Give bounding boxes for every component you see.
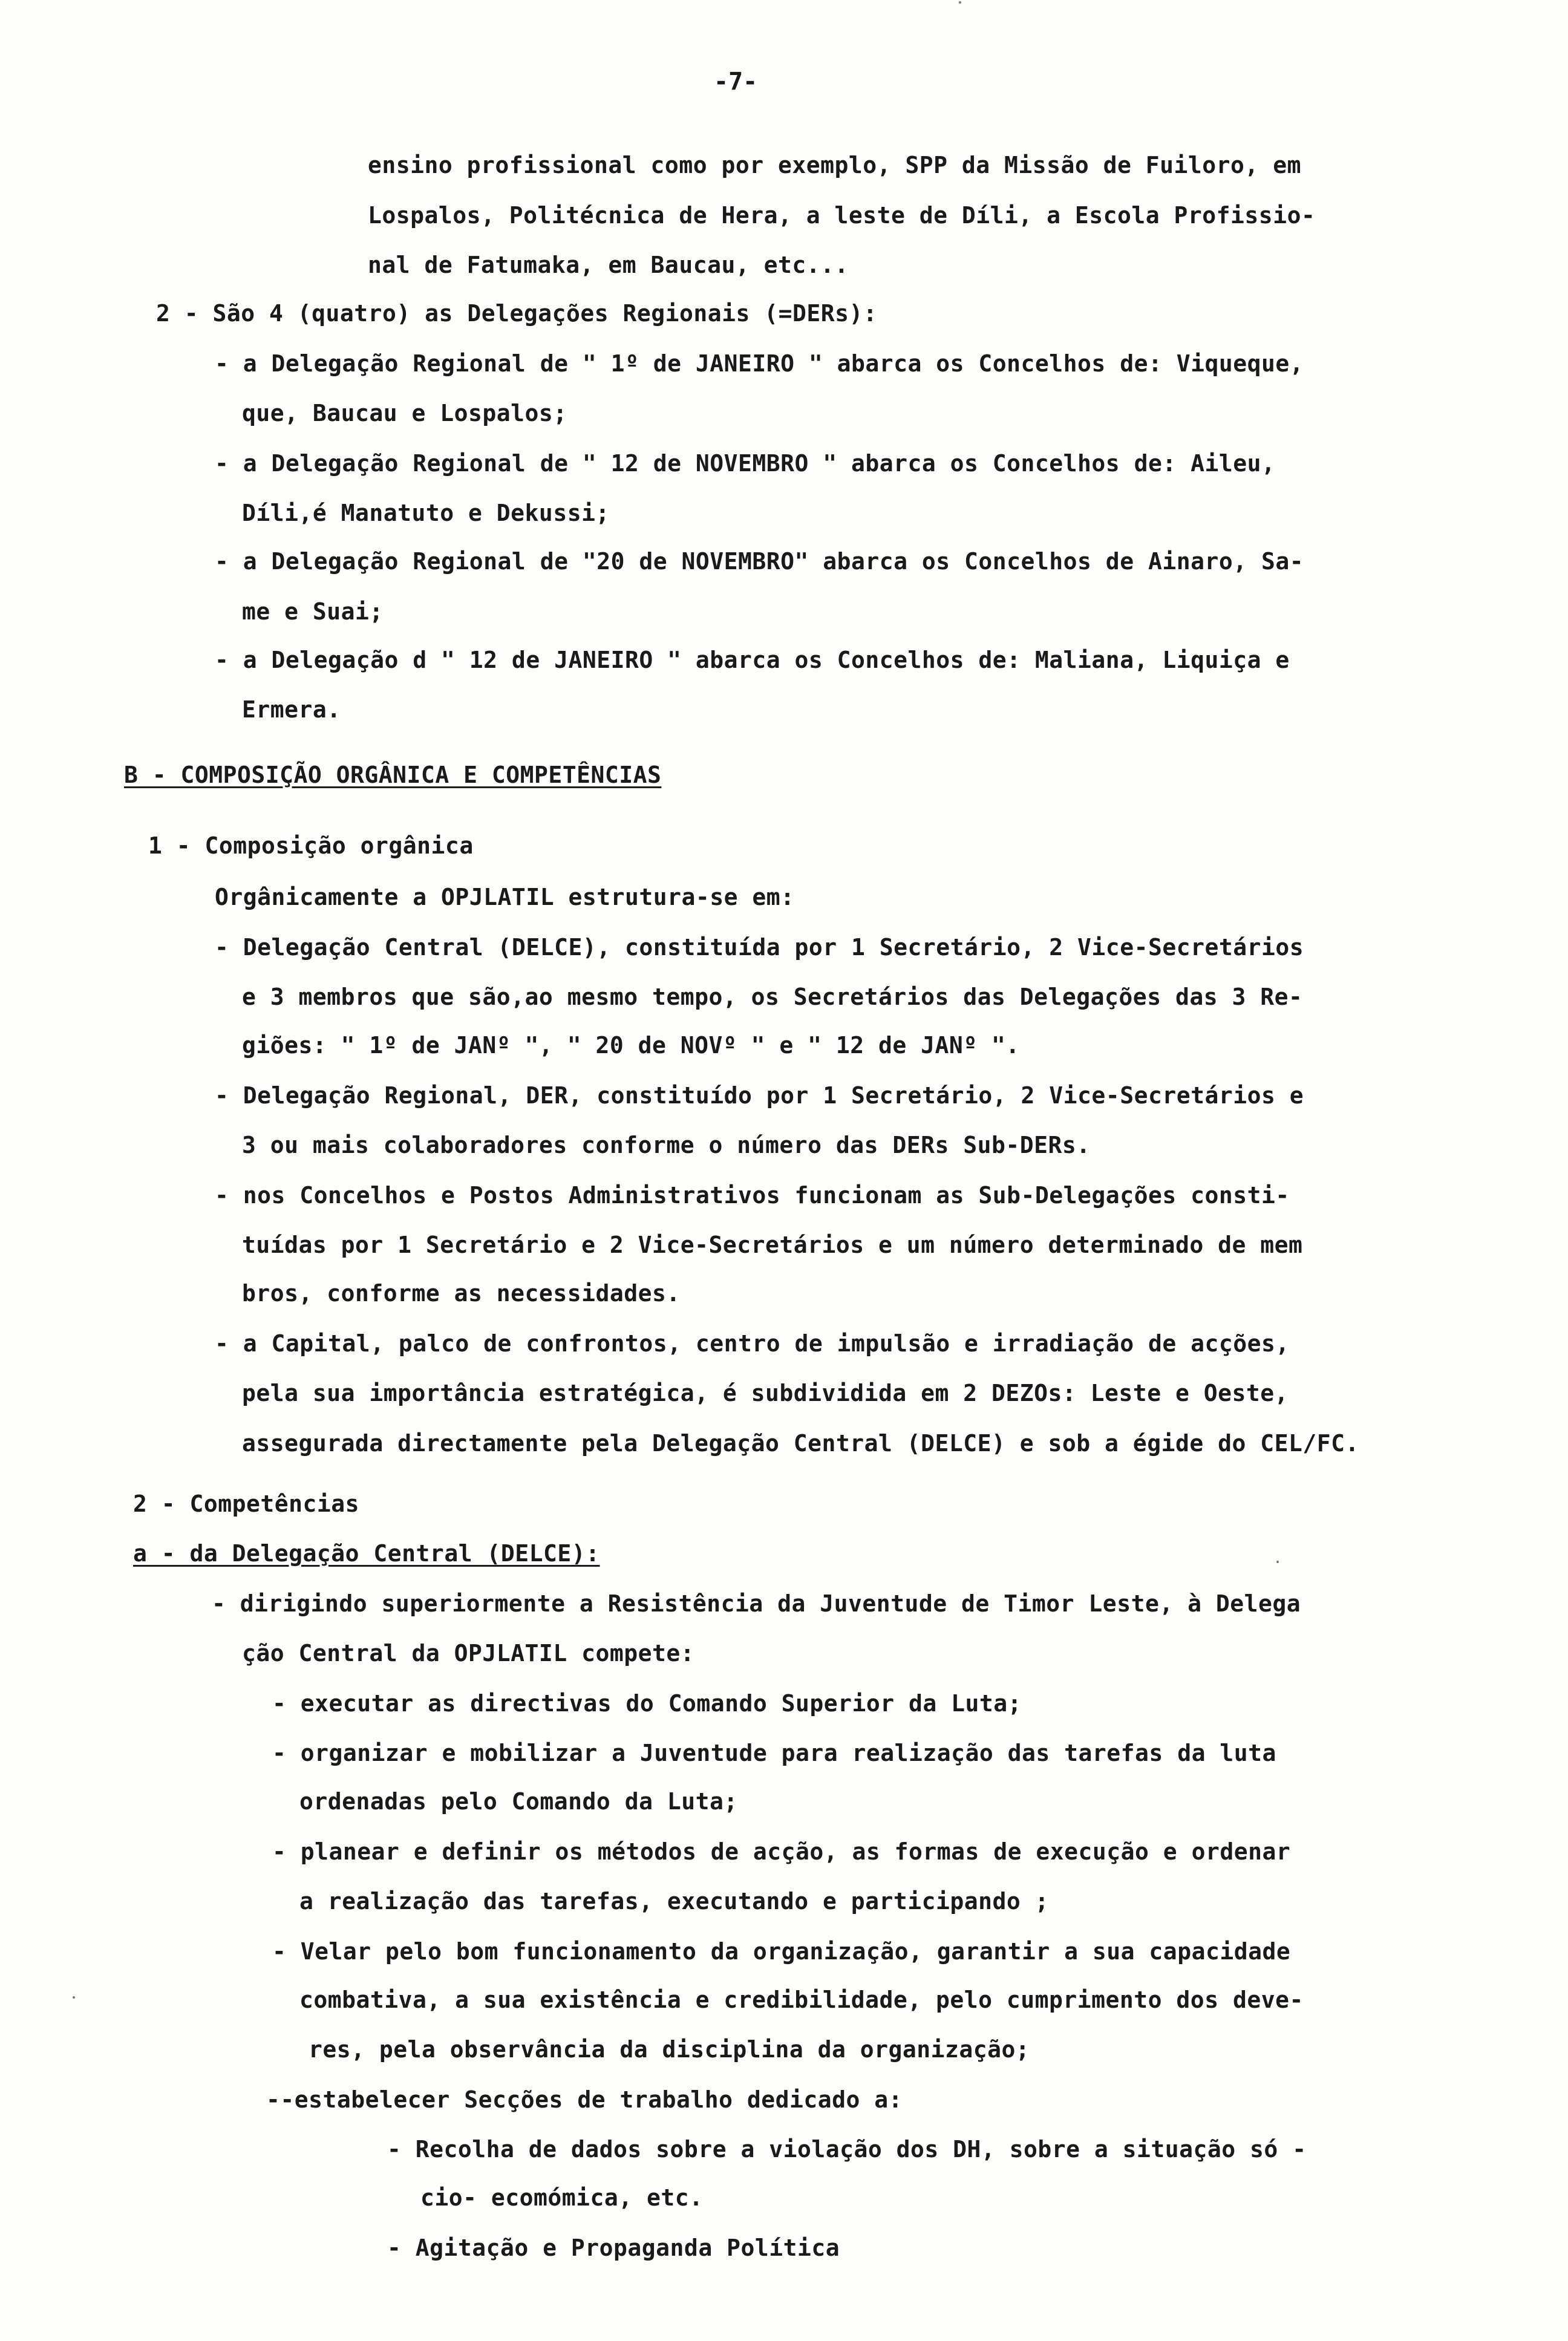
text-line: pela sua importância estratégica, é subdividida em 2 DEZOs: Leste e Oeste, bbox=[242, 1380, 1289, 1406]
text-line: - a Delegação Regional de "20 de NOVEMBRO" abarca os Concelhos de Ainaro, Sa- bbox=[215, 548, 1304, 575]
text-line: - Velar pelo bom funcionamento da organização, garantir a sua capacidade bbox=[272, 1938, 1291, 1965]
text-line: - Agitação e Propaganda Política bbox=[387, 2235, 840, 2261]
text-line: - a Delegação Regional de " 1º de JANEIRO " abarca os Concelhos de: Viqueque, bbox=[215, 350, 1304, 377]
text-line: res, pela observância da disciplina da organização; bbox=[309, 2036, 1030, 2063]
text-line: que, Baucau e Lospalos; bbox=[242, 400, 567, 426]
subsection-heading: a - da Delegação Central (DELCE): bbox=[133, 1540, 600, 1567]
text-line: a realização das tarefas, executando e participando ; bbox=[299, 1888, 1050, 1915]
scan-speck bbox=[73, 1996, 75, 1999]
text-line: cio- ecomómica, etc. bbox=[420, 2184, 704, 2211]
text-line: tuídas por 1 Secretário e 2 Vice-Secretários e um número determinado de mem bbox=[242, 1232, 1303, 1258]
text-line: - Delegação Central (DELCE), constituída por 1 Secretário, 2 Vice-Secretários bbox=[215, 934, 1304, 961]
text-line: me e Suai; bbox=[242, 598, 384, 625]
text-line: Díli,é Manatuto e Dekussi; bbox=[242, 500, 610, 526]
text-line: giões: " 1º de JANº ", " 20 de NOVº " e " 12 de JANº ". bbox=[242, 1032, 1020, 1059]
text-line: combativa, a sua existência e credibilidade, pelo cumprimento dos deve- bbox=[299, 1987, 1304, 2013]
text-line: 2 - São 4 (quatro) as Delegações Regionais (=DERs): bbox=[156, 300, 878, 327]
text-line: nal de Fatumaka, em Baucau, etc... bbox=[368, 252, 849, 278]
page-number: -7- bbox=[714, 68, 758, 96]
text-line: - executar as directivas do Comando Superior da Luta; bbox=[272, 1690, 1022, 1717]
text-line: ensino profissional como por exemplo, SPP da Missão de Fuiloro, em bbox=[368, 152, 1301, 178]
subsection-heading: 1 - Composição orgânica bbox=[148, 832, 474, 859]
subsection-heading: 2 - Competências bbox=[133, 1490, 360, 1517]
text-line: assegurada directamente pela Delegação Central (DELCE) e sob a égide do CEL/FC. bbox=[242, 1430, 1359, 1457]
text-line: Orgânicamente a OPJLATIL estrutura-se em: bbox=[215, 884, 795, 910]
text-line: - dirigindo superiormente a Resistência da Juventude de Timor Leste, à Delega bbox=[212, 1590, 1301, 1617]
text-line: - nos Concelhos e Postos Administrativos funcionam as Sub-Delegações consti- bbox=[215, 1182, 1290, 1209]
text-line: - organizar e mobilizar a Juventude para realização das tarefas da luta bbox=[272, 1740, 1276, 1766]
section-heading: B - COMPOSIÇÃO ORGÂNICA E COMPETÊNCIAS bbox=[124, 762, 662, 788]
text-line: - a Delegação d " 12 de JANEIRO " abarca os Concelhos de: Maliana, Liquiça e bbox=[215, 647, 1290, 673]
text-line: - Recolha de dados sobre a violação dos DH, sobre a situação só - bbox=[387, 2136, 1307, 2163]
text-line: Lospalos, Politécnica de Hera, a leste de Díli, a Escola Profissio- bbox=[368, 202, 1316, 229]
text-line: - a Capital, palco de confrontos, centro de impulsão e irradiação de acções, bbox=[215, 1330, 1290, 1357]
text-line: Ermera. bbox=[242, 696, 341, 723]
text-line: - a Delegação Regional de " 12 de NOVEMBRO " abarca os Concelhos de: Aileu, bbox=[215, 450, 1276, 477]
text-line: - Delegação Regional, DER, constituído por 1 Secretário, 2 Vice-Secretários e bbox=[215, 1082, 1304, 1109]
text-line: e 3 membros que são,ao mesmo tempo, os Secretários das Delegações das 3 Re- bbox=[242, 984, 1303, 1010]
text-line: ção Central da OPJLATIL compete: bbox=[242, 1640, 695, 1667]
text-line: bros, conforme as necessidades. bbox=[242, 1280, 681, 1307]
text-line: - planear e definir os métodos de acção, as formas de execução e ordenar bbox=[272, 1838, 1291, 1865]
text-line: 3 ou mais colaboradores conforme o número das DERs Sub-DERs. bbox=[242, 1132, 1091, 1158]
scan-speck bbox=[959, 1, 961, 4]
text-line: ordenadas pelo Comando da Luta; bbox=[299, 1788, 738, 1815]
text-line: --estabelecer Secções de trabalho dedicado a: bbox=[266, 2086, 903, 2113]
scan-speck bbox=[1276, 1561, 1279, 1563]
